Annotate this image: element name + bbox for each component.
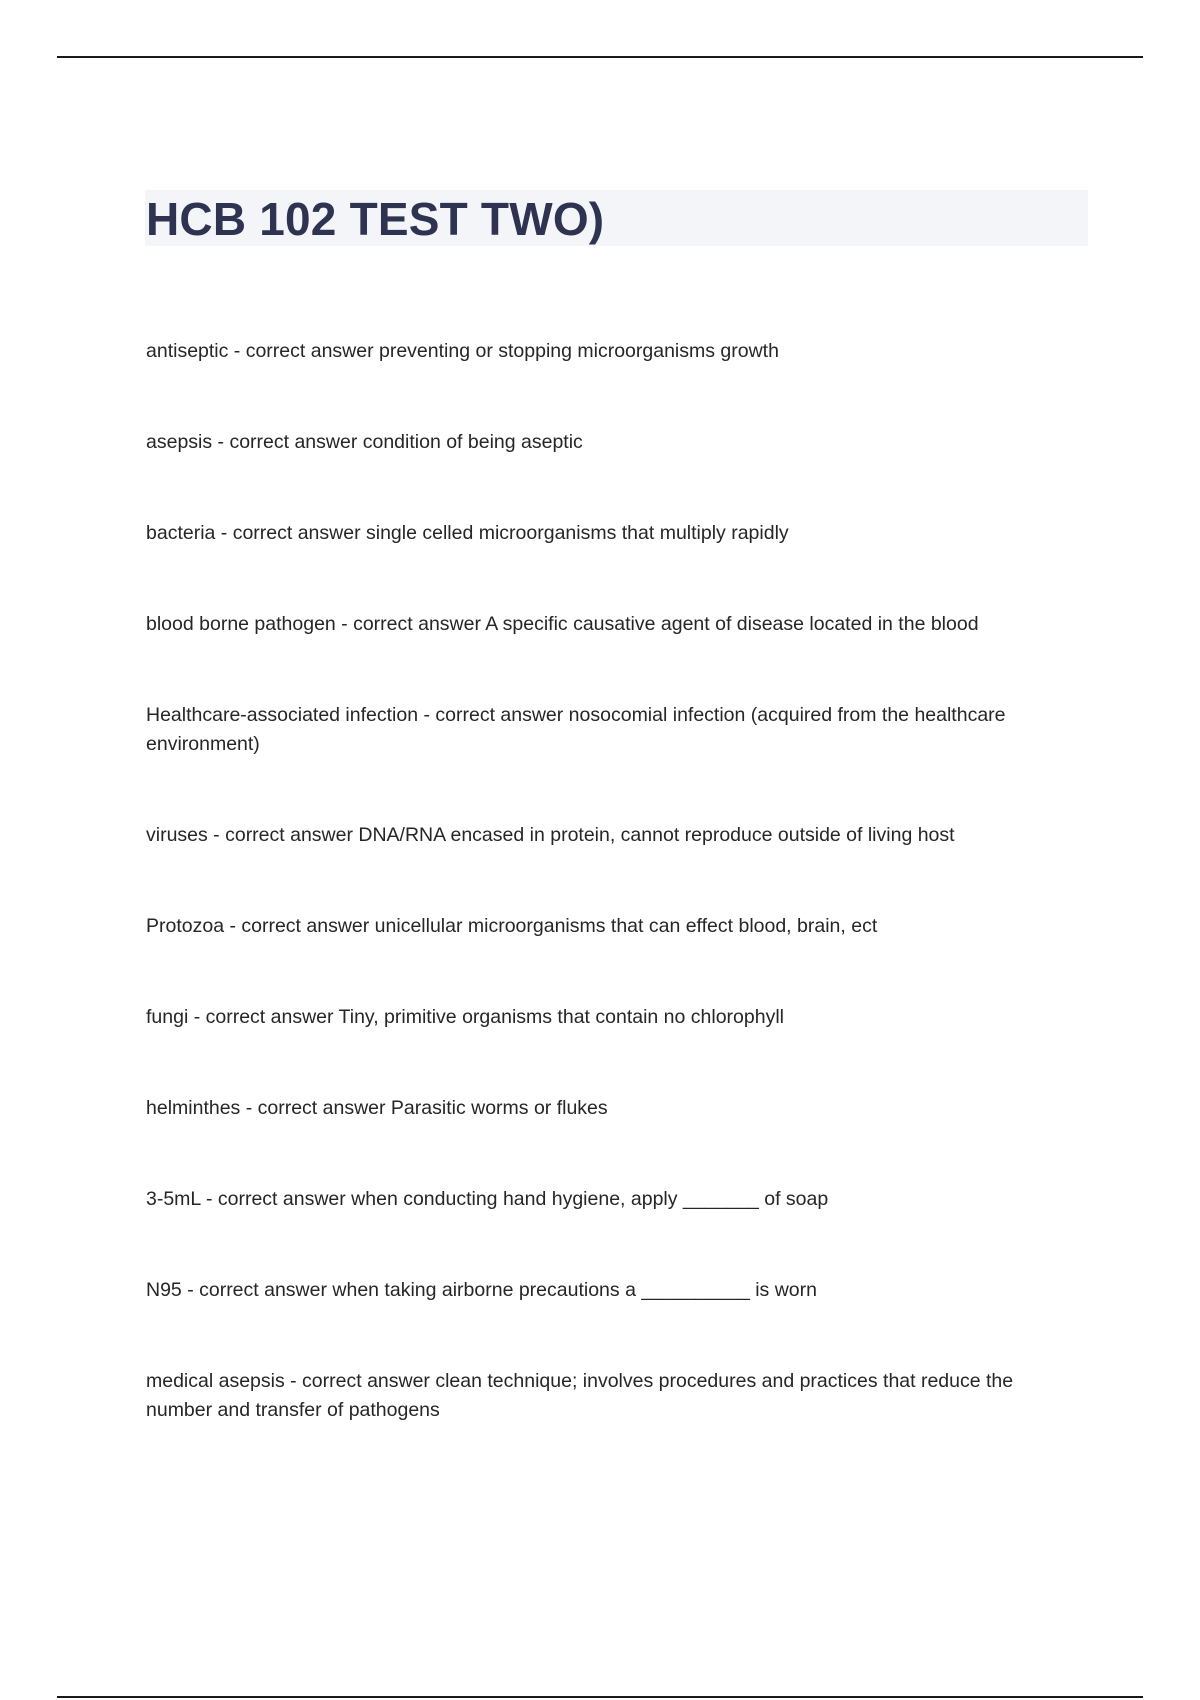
entry-bacteria: bacteria - correct answer single celled microorganisms that multiply rapidly (146, 522, 789, 544)
entry-healthcare-associated-infection: Healthcare-associated infection - correct answer nosocomial infection (acquired from the healthcare environment) (146, 704, 1006, 755)
entry-n95: N95 - correct answer when taking airborne precautions a __________ is worn (146, 1279, 817, 1301)
entry-hand-hygiene-soap: 3-5mL - correct answer when conducting hand hygiene, apply _______ of soap (146, 1188, 829, 1210)
entry-antiseptic: antiseptic - correct answer preventing or stopping microorganisms growth (146, 340, 779, 362)
document-title: HCB 102 TEST TWO) (146, 193, 605, 245)
header-rule (57, 56, 1143, 58)
entry-viruses: viruses - correct answer DNA/RNA encased in protein, cannot reproduce outside of living host (146, 824, 955, 846)
entry-blood-borne-pathogen: blood borne pathogen - correct answer A specific causative agent of disease located in the blood (146, 613, 979, 635)
entry-protozoa: Protozoa - correct answer unicellular microorganisms that can effect blood, brain, ect (146, 915, 878, 937)
entry-helminthes: helminthes - correct answer Parasitic worms or flukes (146, 1097, 608, 1119)
entry-asepsis: asepsis - correct answer condition of being aseptic (146, 431, 583, 453)
entry-medical-asepsis: medical asepsis - correct answer clean technique; involves procedures and practices that reduce the number and transfer of pathogens (146, 1370, 1014, 1421)
footer-rule (57, 1696, 1143, 1698)
entry-fungi: fungi - correct answer Tiny, primitive organisms that contain no chlorophyll (146, 1006, 784, 1028)
